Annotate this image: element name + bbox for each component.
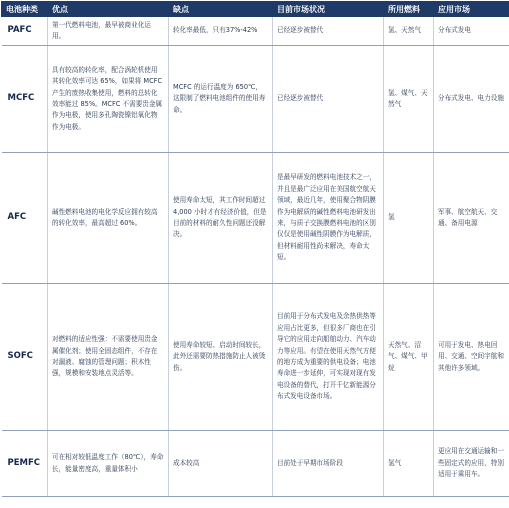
cell-application: 分布式发电 (434, 17, 509, 46)
cell-cons: MCFC 的运行温度为 650℃，这限制了燃料电池组件的使用寿命。 (169, 46, 273, 153)
fuel-cell-comparison-table (1, 1, 509, 497)
cell-type: PEMFC (2, 431, 48, 497)
cell-application: 军事、航空航天、交通、备用电源 (434, 153, 509, 284)
cell-pros: 具有较高的转化率，配合涡轮机使用其转化效率可达 65%，如果将 MCFC 产生的废热收集使用，燃料的总转化效率能过 85%。MCFC 不需要贵金属作为电极，使用多孔陶瓷镍铝氧化物作为电极。 (48, 46, 169, 153)
cell-pros: 对燃料的适应性强：不需要使用贵金属催化剂；使用全固态组件，不存在对漏液、腐蚀的管理问题；积木性强，规模和安装地点灵活等。 (48, 284, 169, 431)
header-row (2, 2, 509, 17)
cell-cons: 使用寿命较短、启动时间较长，此外还需要防热措施防止人被烫伤。 (169, 284, 273, 431)
cell-fuel: 氢、天然气 (384, 17, 434, 46)
cell-market: 已经逐步被替代 (273, 17, 384, 46)
cell-type: PAFC (2, 17, 48, 46)
cell-type: MCFC (2, 46, 48, 153)
header-market: 目前市场状况 (273, 2, 384, 17)
cell-fuel: 氢、煤气、天然气 (384, 46, 434, 153)
cell-market: 已经逐步被替代 (273, 46, 384, 153)
cell-fuel: 氢 (384, 153, 434, 284)
table-row (2, 17, 509, 46)
cell-market: 目前处于早期市场阶段 (273, 431, 384, 497)
cell-market: 目前用于分布式发电及余热供热等应用占比更多，但很多厂商也在引导它的应用走向船舶动力、汽车动力等应用。有望在使用天然气方便的地方成为重要的供电设备；电池寿命进一步延伸，可实现对现有发电设备的替代，打开千亿新能源分布式发电设备市场。 (273, 284, 384, 431)
cell-pros: 碱性燃料电池的电化学反应拥有较高的转化效率，最高超过 60%。 (48, 153, 169, 284)
cell-cons: 使用寿命太短，其工作时间超过 4,000 小时才有经济价值，但是目前的材料的耐久性问题还没解决。 (169, 153, 273, 284)
table-row (2, 431, 509, 497)
cell-market: 是最早研发的燃料电池技术之一，并且是最广泛应用在美国航空航天领域，最近几年，使用聚合物阴膜作为电解质的碱性燃料电池研发出来，与质子交换膜燃料电池的区别仅仅是使用碱性阴膜作为电解质，但材料耐用性尚未解决，寿命太短。 (273, 153, 384, 284)
cell-fuel: 天然气、沼气、煤气、甲烷 (384, 284, 434, 431)
header-pros: 优点 (48, 2, 169, 17)
table-row (2, 46, 509, 153)
header-cons: 缺点 (169, 2, 273, 17)
cell-fuel: 氢气 (384, 431, 434, 497)
header-fuel: 所用燃料 (384, 2, 434, 17)
cell-application: 可用于发电、热电回用、交通、空间宇航和其他许多领域。 (434, 284, 509, 431)
cell-pros: 可在相对较低温度工作（80℃），寿命长，能量密度高，重量体积小 (48, 431, 169, 497)
header-type: 电池种类 (2, 2, 48, 17)
cell-cons: 转化率最低，只有37%-42% (169, 17, 273, 46)
table-row (2, 284, 509, 431)
cell-application: 更应用在交通运输和一些固定式的应用，特别适用于乘用车。 (434, 431, 509, 497)
header-application: 应用市场 (434, 2, 509, 17)
cell-pros: 第一代燃料电池，最早被商业化运用。 (48, 17, 169, 46)
cell-type: AFC (2, 153, 48, 284)
cell-cons: 成本较高 (169, 431, 273, 497)
table-row (2, 153, 509, 284)
cell-application: 分布式发电、电力设施 (434, 46, 509, 153)
cell-type: SOFC (2, 284, 48, 431)
